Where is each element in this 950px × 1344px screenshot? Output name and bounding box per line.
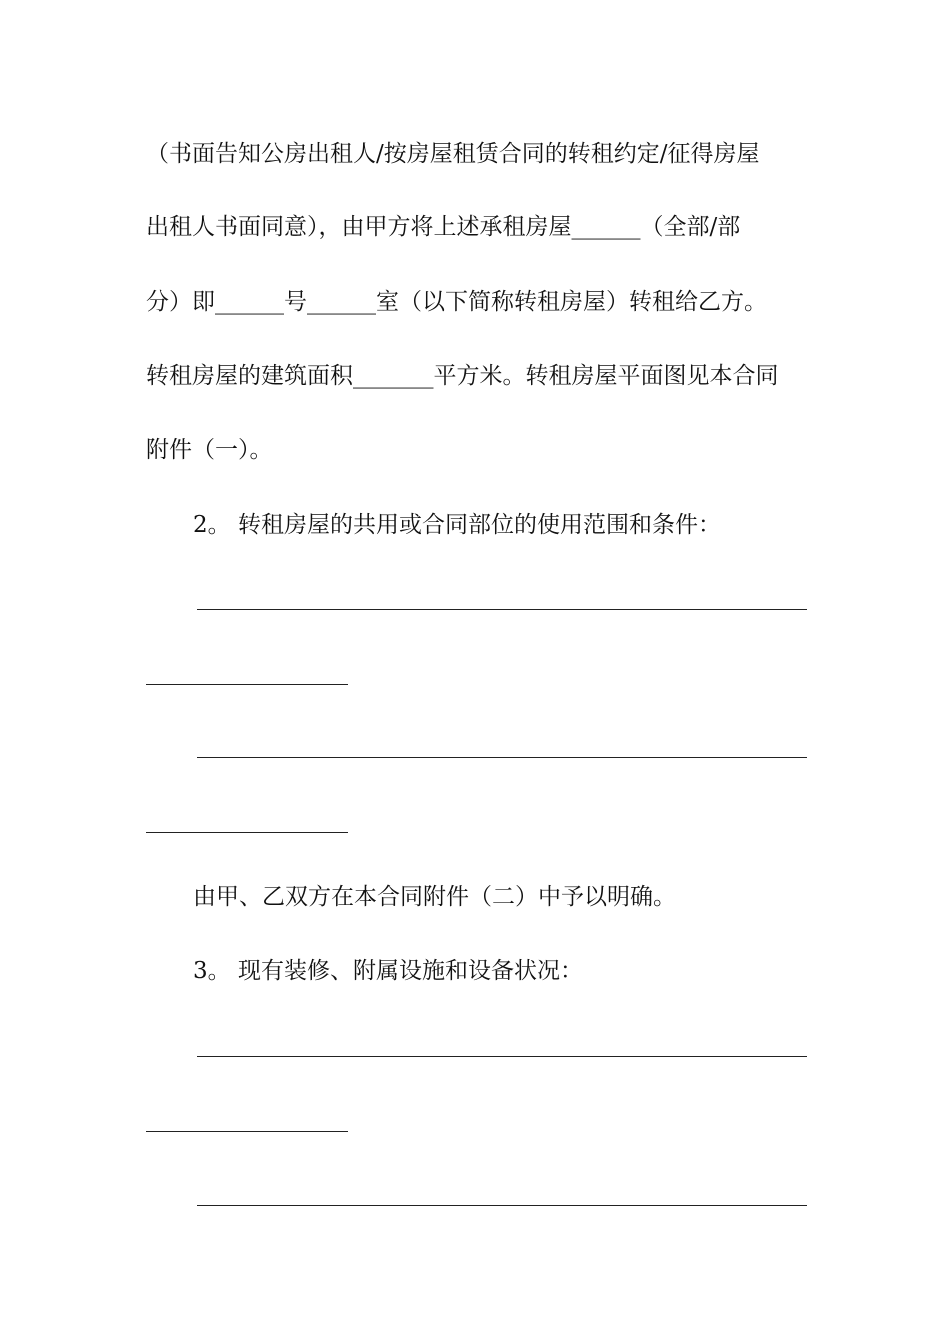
paragraph-line-1: （书面告知公房出租人/按房屋租赁合同的转租约定/征得房屋: [146, 141, 760, 167]
blank-line: [197, 609, 807, 610]
blank-line: [197, 757, 807, 758]
clause-3-heading: 3。 现有装修、附属设施和设备状况：: [193, 958, 583, 984]
clause-2-heading: 2。 转租房屋的共用或合同部位的使用范围和条件：: [193, 512, 721, 538]
blank-line: [197, 1056, 807, 1057]
paragraph-line-5: 附件（一）。: [146, 437, 273, 463]
blank-line: [146, 832, 348, 833]
blank-line: [197, 1205, 807, 1206]
paragraph-line-3: 分）即______号______室（以下简称转租房屋）转租给乙方。: [146, 289, 767, 315]
clause-2-note: 由甲、乙双方在本合同附件（二）中予以明确。: [193, 884, 676, 910]
paragraph-line-2: 出租人书面同意），由甲方将上述承租房屋______（全部/部: [146, 214, 741, 240]
blank-line: [146, 1131, 348, 1132]
blank-line: [146, 684, 348, 685]
paragraph-line-4: 转租房屋的建筑面积_______平方米。转租房屋平面图见本合同: [146, 363, 779, 389]
